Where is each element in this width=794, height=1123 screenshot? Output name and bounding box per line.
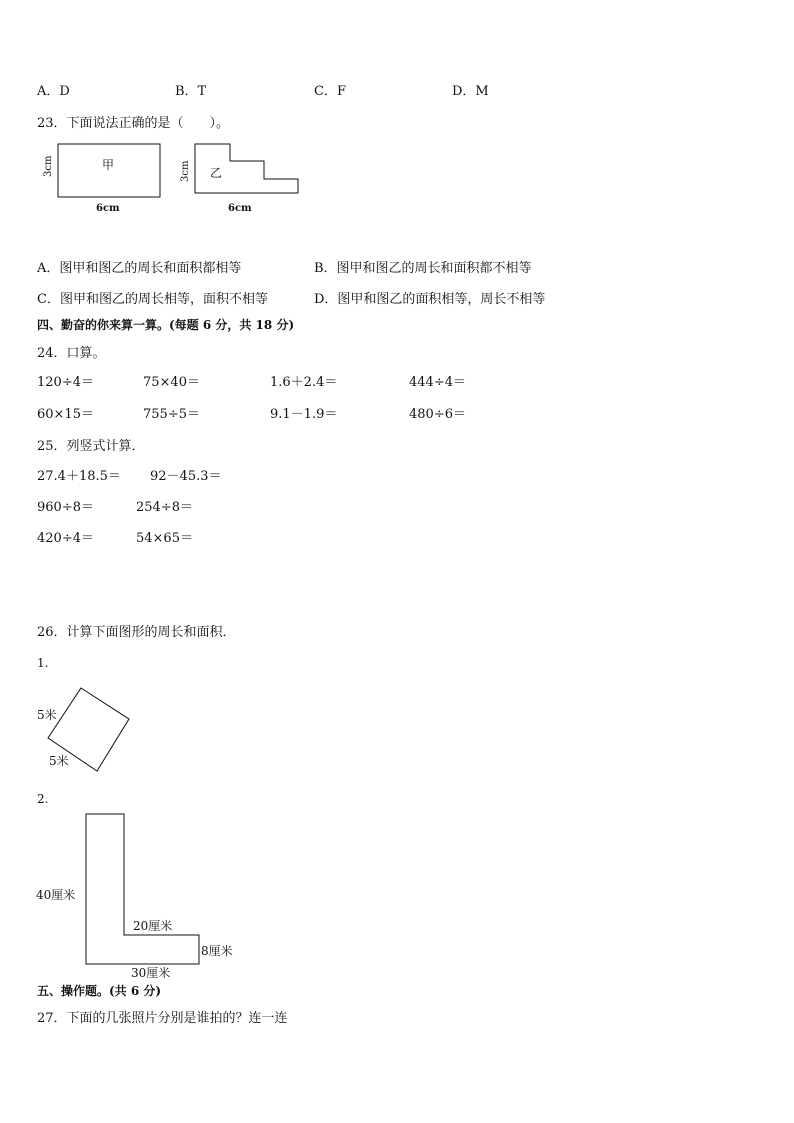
q25-r2-c2: 254÷8＝ xyxy=(136,500,193,515)
figure-jia-width: 6cm xyxy=(96,203,120,214)
q24-r2-c4: 480÷6＝ xyxy=(409,407,466,422)
q25-r3-c2: 54×65＝ xyxy=(136,531,193,546)
q22-option-a: A．D xyxy=(37,84,70,99)
figure-yi-label: 乙 xyxy=(210,166,223,180)
q23-option-b: B．图甲和图乙的周长和面积都不相等 xyxy=(314,261,532,276)
figure-jia-height: 3cm xyxy=(43,155,54,177)
section5-heading: 五、操作题。(共 6 分) xyxy=(37,984,162,998)
q23-option-c: C．图甲和图乙的周长相等，面积不相等 xyxy=(37,292,268,307)
square-side-a-label: 5米 xyxy=(37,708,57,722)
q24-r1-c4: 444÷4＝ xyxy=(409,375,466,390)
q22-option-b: B．T xyxy=(175,84,207,99)
q24-r1-c1: 120÷4＝ xyxy=(37,375,94,390)
square-side-b-label: 5米 xyxy=(49,754,69,768)
q26-l-shape-figure xyxy=(30,806,250,982)
q25-title: 25．列竖式计算． xyxy=(37,439,145,454)
q24-r1-c3: 1.6＋2.4＝ xyxy=(270,375,338,390)
q22-option-d: D．M xyxy=(452,84,489,99)
q24-r1-c2: 75×40＝ xyxy=(143,375,200,390)
q22-option-c: C．F xyxy=(314,84,346,99)
q25-r1-c2: 92－45.3＝ xyxy=(150,469,222,484)
q25-r1-c1: 27.4＋18.5＝ xyxy=(37,469,121,484)
l-shape-right-label: 8厘米 xyxy=(201,944,233,958)
l-shape-inner-label: 20厘米 xyxy=(133,919,173,933)
q23-figures xyxy=(30,140,320,220)
q26-title: 26．计算下面图形的周长和面积． xyxy=(37,625,236,640)
l-shape-left-label: 40厘米 xyxy=(36,888,76,902)
figure-jia-label: 甲 xyxy=(102,158,115,172)
figure-yi-width: 6cm xyxy=(228,203,252,214)
q23-option-d: D．图甲和图乙的面积相等，周长不相等 xyxy=(314,292,546,307)
q26-square-figure xyxy=(30,682,140,777)
q24-r2-c2: 755÷5＝ xyxy=(143,407,200,422)
q23-option-a: A．图甲和图乙的周长和面积都相等 xyxy=(37,261,242,276)
q24-title: 24．口算。 xyxy=(37,346,106,361)
q23-question: 23．下面说法正确的是（ ）。 xyxy=(37,116,230,131)
q24-r2-c3: 9.1－1.9＝ xyxy=(270,407,338,422)
q26-part2-number: 2. xyxy=(37,792,49,806)
figure-yi-height: 3cm xyxy=(180,160,191,182)
l-shape-bottom-label: 30厘米 xyxy=(131,966,171,980)
q26-part1-number: 1. xyxy=(37,656,49,670)
q24-r2-c1: 60×15＝ xyxy=(37,407,94,422)
l-shape xyxy=(86,814,199,964)
q25-r3-c1: 420÷4＝ xyxy=(37,531,94,546)
section4-heading: 四、勤奋的你来算一算。(每题 6 分，共 18 分) xyxy=(37,318,295,332)
q27-title: 27．下面的几张照片分别是谁拍的？连一连 xyxy=(37,1011,288,1026)
q25-r2-c1: 960÷8＝ xyxy=(37,500,94,515)
